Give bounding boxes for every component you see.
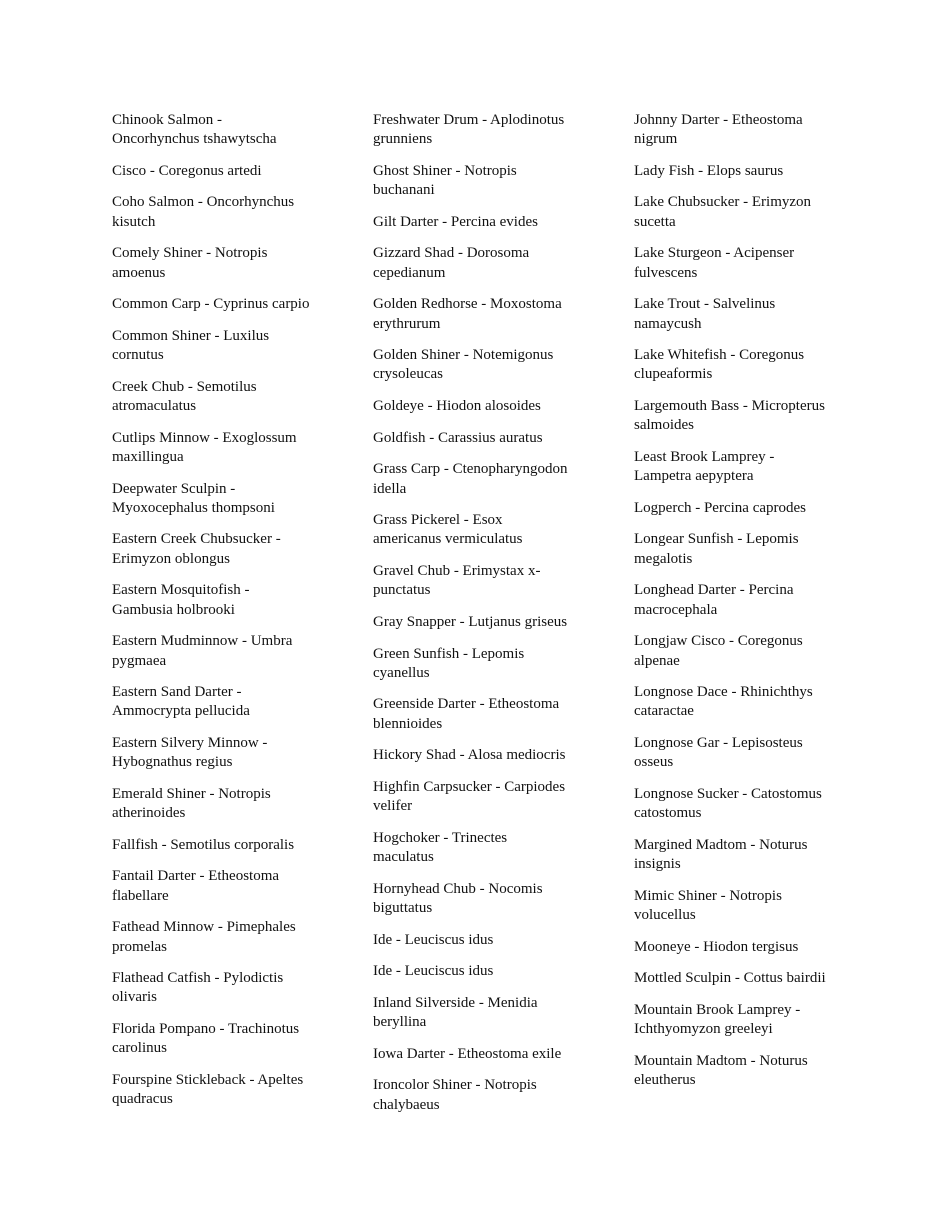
- species-entry-line: grunniens: [373, 131, 433, 148]
- species-entry-line: cornutus: [112, 347, 164, 364]
- species-entry-line: Grass Carp - Ctenopharyngodon: [373, 461, 568, 478]
- species-entry-line: eleutherus: [634, 1071, 696, 1088]
- species-entry-line: Ide - Leuciscus idus: [373, 931, 494, 948]
- species-entry: [112, 480, 334, 519]
- species-entry: [112, 683, 334, 722]
- species-entry-line: Mooneye - Hiodon tergisus: [634, 938, 799, 955]
- species-entry-line: Eastern Sand Darter -: [112, 684, 242, 701]
- species-entry-line: beryllina: [373, 1014, 427, 1031]
- species-entry: [373, 162, 595, 201]
- species-entry: [373, 1045, 595, 1064]
- species-entry-line: flabellare: [112, 887, 169, 904]
- species-entry: [373, 397, 595, 416]
- species-entry-line: blennioides: [373, 715, 443, 732]
- species-column-1: [112, 111, 334, 1122]
- species-entry-line: Lake Whitefish - Coregonus: [634, 347, 805, 364]
- species-entry-line: Mountain Madtom - Noturus: [634, 1052, 808, 1069]
- species-entry: [112, 429, 334, 468]
- species-entry: [634, 734, 844, 773]
- species-entry: [112, 836, 334, 855]
- species-entry-line: Longhead Darter - Percina: [634, 582, 794, 599]
- species-entry-line: Gilt Darter - Percina evides: [373, 213, 538, 230]
- species-entry-line: velifer: [373, 798, 413, 815]
- species-entry-line: Common Shiner - Luxilus: [112, 327, 270, 344]
- species-entry: [112, 734, 334, 773]
- species-entry: [112, 327, 334, 366]
- species-entry: [634, 1052, 844, 1091]
- species-entry-line: Golden Redhorse - Moxostoma: [373, 296, 562, 313]
- species-entry: [112, 918, 334, 957]
- species-entry: [373, 994, 595, 1033]
- species-entry: [634, 295, 844, 334]
- species-entry: [373, 613, 595, 632]
- species-entry-line: Ide - Leuciscus idus: [373, 963, 494, 980]
- species-entry: [112, 193, 334, 232]
- species-entry: [112, 244, 334, 283]
- species-entry-line: olivaris: [112, 989, 157, 1006]
- species-entry-line: biguttatus: [373, 899, 433, 916]
- species-entry-line: Florida Pompano - Trachinotus: [112, 1021, 300, 1038]
- species-entry-line: salmoides: [634, 417, 694, 434]
- species-entry: [373, 562, 595, 601]
- species-entry-line: Logperch - Percina caprodes: [634, 499, 807, 516]
- species-entry-line: Deepwater Sculpin -: [112, 480, 236, 497]
- species-entry-line: Lampetra aepyptera: [634, 468, 754, 485]
- species-entry-line: amoenus: [112, 264, 166, 281]
- species-entry-line: Ghost Shiner - Notropis: [373, 162, 517, 179]
- species-entry-line: sucetta: [634, 213, 676, 230]
- species-entry: [112, 378, 334, 417]
- species-entry-line: Eastern Creek Chubsucker -: [112, 531, 281, 548]
- species-entry: [373, 778, 595, 817]
- species-entry: [373, 346, 595, 385]
- species-entry: [112, 632, 334, 671]
- species-entry-line: Iowa Darter - Etheostoma exile: [373, 1045, 562, 1062]
- species-entry: [634, 162, 844, 181]
- species-entry-line: Highfin Carpsucker - Carpiodes: [373, 778, 566, 795]
- species-entry-line: Cutlips Minnow - Exoglossum: [112, 429, 297, 446]
- species-entry: [634, 244, 844, 283]
- species-entry-line: clupeaformis: [634, 366, 713, 383]
- species-entry: [634, 683, 844, 722]
- species-column-2: [373, 111, 595, 1127]
- species-entry-line: Johnny Darter - Etheostoma: [634, 112, 803, 128]
- species-entry: [112, 867, 334, 906]
- species-entry: [373, 244, 595, 283]
- species-entry-line: atromaculatus: [112, 398, 197, 415]
- species-entry-line: Fathead Minnow - Pimephales: [112, 919, 296, 936]
- species-entry-line: fulvescens: [634, 264, 698, 281]
- species-entry-line: Longear Sunfish - Lepomis: [634, 531, 799, 548]
- species-entry: [112, 162, 334, 181]
- species-entry-line: Fallfish - Semotilus corporalis: [112, 836, 295, 853]
- species-entry-line: Ammocrypta pellucida: [112, 703, 250, 720]
- species-entry: [373, 111, 595, 150]
- species-entry-line: Chinook Salmon -: [112, 112, 223, 128]
- species-entry-line: maxillingua: [112, 448, 184, 465]
- species-entry: [634, 969, 844, 988]
- species-entry-line: Mimic Shiner - Notropis: [634, 887, 782, 904]
- species-entry-line: americanus vermiculatus: [373, 531, 523, 548]
- species-entry-line: namaycush: [634, 315, 702, 332]
- species-entry: [634, 111, 844, 150]
- species-entry-line: Flathead Catfish - Pylodictis: [112, 970, 284, 987]
- species-entry-line: Mottled Sculpin - Cottus bairdii: [634, 970, 826, 987]
- species-entry: [634, 1001, 844, 1040]
- species-entry: [634, 632, 844, 671]
- species-entry-line: Longjaw Cisco - Coregonus: [634, 633, 803, 650]
- species-entry-line: Margined Madtom - Noturus: [634, 836, 808, 853]
- species-entry: [634, 581, 844, 620]
- species-entry: [373, 829, 595, 868]
- species-entry: [634, 530, 844, 569]
- species-entry-line: megalotis: [634, 550, 693, 567]
- species-entry: [634, 887, 844, 926]
- species-entry-line: Gizzard Shad - Dorosoma: [373, 245, 530, 262]
- species-entry-line: Fourspine Stickleback - Apeltes: [112, 1071, 304, 1088]
- species-entry: [373, 511, 595, 550]
- species-entry-line: Eastern Mosquitofish -: [112, 582, 250, 599]
- species-entry-line: Freshwater Drum - Aplodinotus: [373, 112, 565, 128]
- species-entry-line: Eastern Mudminnow - Umbra: [112, 633, 293, 650]
- species-entry-line: Creek Chub - Semotilus: [112, 378, 257, 395]
- species-entry-line: Least Brook Lamprey -: [634, 448, 775, 465]
- species-entry-line: Longnose Sucker - Catostomus: [634, 785, 822, 802]
- species-entry-line: volucellus: [634, 906, 696, 923]
- species-entry-line: punctatus: [373, 582, 431, 599]
- species-entry: [112, 530, 334, 569]
- species-entry-line: Golden Shiner - Notemigonus: [373, 347, 554, 364]
- species-entry-line: insignis: [634, 856, 681, 873]
- species-entry-line: buchanani: [373, 182, 435, 199]
- species-entry: [373, 645, 595, 684]
- species-entry-line: carolinus: [112, 1040, 167, 1057]
- species-entry-line: Cisco - Coregonus artedi: [112, 162, 262, 179]
- species-entry-line: alpenae: [634, 652, 680, 669]
- species-entry-line: macrocephala: [634, 601, 718, 618]
- species-entry-line: Longnose Gar - Lepisosteus: [634, 734, 803, 751]
- species-entry: [112, 1020, 334, 1059]
- species-entry: [634, 499, 844, 518]
- species-entry-line: Largemouth Bass - Micropterus: [634, 398, 825, 415]
- species-entry-line: Goldeye - Hiodon alosoides: [373, 398, 541, 415]
- species-column-3: [634, 111, 844, 1103]
- species-entry: [634, 397, 844, 436]
- species-entry-line: Oncorhynchus tshawytscha: [112, 131, 277, 148]
- species-entry-line: cataractae: [634, 703, 694, 720]
- species-entry: [112, 295, 334, 314]
- species-entry-line: Myoxocephalus thompsoni: [112, 499, 275, 516]
- species-entry-line: maculatus: [373, 849, 434, 866]
- species-entry-line: crysoleucas: [373, 366, 443, 383]
- species-entry-line: Goldfish - Carassius auratus: [373, 429, 543, 446]
- species-entry-line: Hickory Shad - Alosa mediocris: [373, 747, 566, 764]
- species-entry-line: Longnose Dace - Rhinichthys: [634, 684, 813, 701]
- species-entry: [373, 1076, 595, 1115]
- species-entry-line: Erimyzon oblongus: [112, 550, 230, 567]
- species-entry: [373, 213, 595, 232]
- species-entry: [373, 880, 595, 919]
- species-entry-line: Hornyhead Chub - Nocomis: [373, 880, 543, 897]
- species-entry-line: Common Carp - Cyprinus carpio: [112, 296, 310, 313]
- species-entry-line: Ichthyomyzon greeleyi: [634, 1021, 773, 1038]
- species-entry: [373, 429, 595, 448]
- species-entry-line: Grass Pickerel - Esox: [373, 512, 503, 529]
- species-entry-line: osseus: [634, 754, 674, 771]
- species-entry-line: nigrum: [634, 131, 678, 148]
- species-entry-line: promelas: [112, 938, 167, 955]
- species-entry: [634, 836, 844, 875]
- species-entry-line: chalybaeus: [373, 1096, 440, 1113]
- species-entry-line: Inland Silverside - Menidia: [373, 994, 538, 1011]
- species-entry-line: Lake Chubsucker - Erimyzon: [634, 194, 812, 211]
- species-entry-line: Lake Sturgeon - Acipenser: [634, 245, 795, 262]
- species-entry-line: Comely Shiner - Notropis: [112, 245, 268, 262]
- species-entry: [373, 962, 595, 981]
- species-entry: [634, 938, 844, 957]
- species-entry-line: Hybognathus regius: [112, 754, 233, 771]
- species-entry-line: Fantail Darter - Etheostoma: [112, 868, 280, 885]
- species-entry: [112, 1071, 334, 1110]
- species-entry: [634, 448, 844, 487]
- species-entry: [112, 581, 334, 620]
- species-entry-line: erythrurum: [373, 315, 441, 332]
- species-entry-line: catostomus: [634, 805, 702, 822]
- species-entry-line: Coho Salmon - Oncorhynchus: [112, 194, 295, 211]
- species-entry-line: Ironcolor Shiner - Notropis: [373, 1077, 537, 1094]
- species-entry: [373, 460, 595, 499]
- species-entry: [373, 746, 595, 765]
- species-entry-line: Gray Snapper - Lutjanus griseus: [373, 613, 568, 630]
- species-entry: [112, 111, 334, 150]
- species-entry-line: pygmaea: [112, 652, 167, 669]
- species-entry: [634, 346, 844, 385]
- species-entry-line: Emerald Shiner - Notropis: [112, 785, 271, 802]
- species-entry: [373, 931, 595, 950]
- species-entry: [373, 695, 595, 734]
- species-entry-line: cyanellus: [373, 664, 430, 681]
- species-entry-line: Green Sunfish - Lepomis: [373, 645, 525, 662]
- species-entry-line: cepedianum: [373, 264, 446, 281]
- species-entry: [634, 193, 844, 232]
- species-entry: [373, 295, 595, 334]
- species-entry-line: Gravel Chub - Erimystax x-: [373, 563, 541, 580]
- species-entry-line: Lady Fish - Elops saurus: [634, 162, 784, 179]
- species-entry-line: Hogchoker - Trinectes: [373, 829, 508, 846]
- species-entry-line: Lake Trout - Salvelinus: [634, 296, 776, 313]
- species-entry: [112, 785, 334, 824]
- species-entry-line: idella: [373, 480, 407, 497]
- species-entry-line: Eastern Silvery Minnow -: [112, 734, 268, 751]
- species-entry-line: kisutch: [112, 213, 156, 230]
- species-entry-line: Greenside Darter - Etheostoma: [373, 696, 560, 713]
- species-entry-line: Gambusia holbrooki: [112, 601, 235, 618]
- species-entry: [112, 969, 334, 1008]
- species-entry-line: quadracus: [112, 1091, 173, 1108]
- species-entry-line: Mountain Brook Lamprey -: [634, 1001, 801, 1018]
- species-entry-line: atherinoides: [112, 805, 186, 822]
- species-entry: [634, 785, 844, 824]
